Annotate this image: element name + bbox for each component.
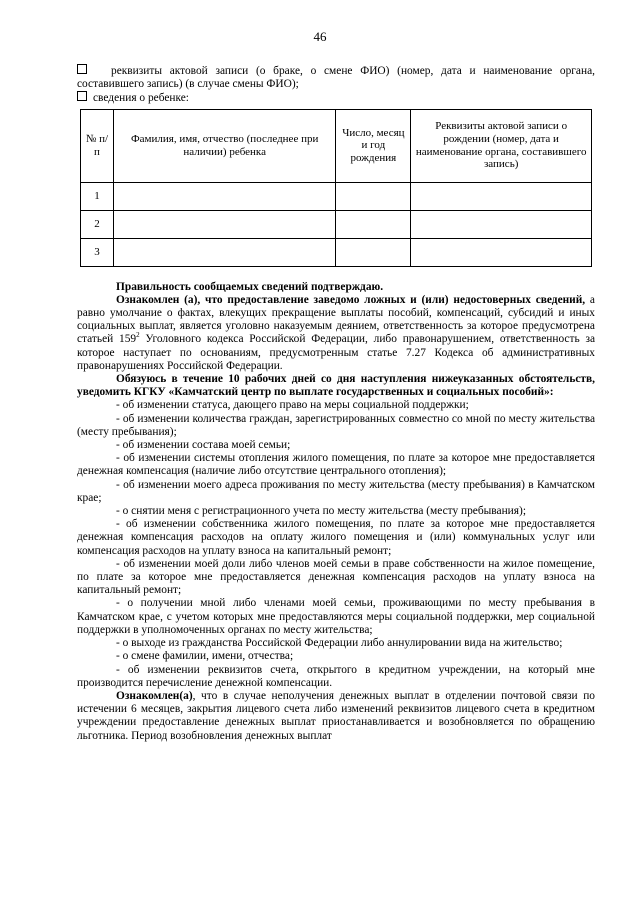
article-superscript: 2: [136, 331, 140, 340]
checkbox-item-child-info: [77, 91, 595, 105]
page-number: 46: [313, 29, 327, 44]
table-row: [81, 238, 592, 266]
acquainted-liability-text: а равно умолчание о фактах, влекущих прекращение выплаты пособий, компенсаций, субсидий и иных социальных выплат, является уголовно наказуемым деянием, ответственность за которое предусмотрена статьей 159: [77, 293, 595, 346]
cell-birth-record[interactable]: [411, 238, 592, 266]
cell-birth-record[interactable]: [411, 182, 592, 210]
acquainted-postal-paragraph: [77, 690, 595, 743]
obligation-item: - об изменении статуса, дающего право на меры социальной поддержки;: [116, 399, 469, 412]
obligation-item: - об изменении моего адреса проживания по месту жительства (месту пребывания) в Камчатском крае;: [77, 478, 595, 504]
cell-number: 3: [81, 238, 114, 266]
checkbox[interactable]: [77, 64, 87, 74]
header-number: № п/п: [81, 109, 114, 182]
acquainted-liability-bold: Ознакомлен (а), что предоставление заведомо ложных и (или) недостоверных сведений,: [116, 293, 586, 306]
obligation-item: - о выходе из гражданства Российской Федерации либо аннулировании вида на жительство;: [116, 637, 563, 650]
checkbox[interactable]: [77, 91, 87, 101]
obligation-item: - о получении мной либо членами моей семьи, проживающими по месту пребывания в Камчатском крае, с учетом которых мне предоставляются меры социальной поддержки, мер социальной поддержки в уполномоченных органах по месту жительства;: [77, 597, 595, 636]
header-fio: Фамилия, имя, отчество (последнее при наличии) ребенка: [113, 109, 335, 182]
checkbox-label: сведения о ребенке:: [93, 92, 189, 105]
children-table: [80, 109, 592, 267]
checkbox-item-marriage-record: [77, 64, 595, 91]
obligation-item: - о снятии меня с регистрационного учета по месту жительства (месту пребывания);: [116, 505, 526, 518]
table-header-row: [81, 109, 592, 182]
header-birth-record: Реквизиты актовой записи о рождении (номер, дата и наименование органа, составившего запись): [411, 109, 592, 182]
acquainted-postal-bold: Ознакомлен(а): [116, 689, 193, 702]
document-body: [77, 64, 595, 743]
cell-number: 1: [81, 182, 114, 210]
cell-birth-date[interactable]: [336, 182, 411, 210]
acquainted-postal-text: , что в случае неполучения денежных выплат в отделении почтовой связи по истечении 6 месяцев, закрытия лицевого счета либо изменений реквизитов лицевого счета в кредитном учреждении предоставление денежных выплат приостанавливается и возобновляется по обращению льготника. Период возобновления денежных выплат: [77, 689, 595, 742]
confirmation-statement: Правильность сообщаемых сведений подтверждаю.: [116, 280, 384, 293]
obligation-item: - об изменении моей доли либо членов моей семьи в праве собственности на жилое помещение, по плате за которое мне предоставляется денежная компенсация расходов на уплату взноса на капитальный ремонт;: [77, 557, 595, 597]
obligation-item: - об изменении системы отопления жилого помещения, по плате за которое мне предоставляется денежная компенсация (наличие либо отсутствие центрального отопления);: [77, 452, 595, 478]
cell-number: 2: [81, 210, 114, 238]
checkbox-label: реквизиты актовой записи (о браке, о смене ФИО) (номер, дата и наименование органа, составившего запись) (в случае смены ФИО);: [77, 65, 595, 91]
obligation-item: - об изменении собственника жилого помещения, по плате за которое мне предоставляется денежная компенсация расходов на оплату жилого помещения и (или) коммунальных услуг или компенсация расходов на уплату взноса на капитальный ремонт;: [77, 518, 595, 557]
obligation-item: - об изменении реквизитов счета, открытого в кредитном учреждении, на который мне производится перечисление денежной компенсации.: [77, 663, 595, 689]
acquainted-liability-paragraph: [77, 294, 595, 373]
obligation-item: - о смене фамилии, имени, отчества;: [116, 650, 294, 663]
cell-birth-date[interactable]: [336, 210, 411, 238]
table-row: [81, 210, 592, 238]
acquainted-liability-text-cont: Уголовного кодекса Российской Федерации, либо правонарушением, ответственность за которое наступает по основаниям, предусмотренным статье 7.27 Кодекса об административных правонарушениях Российской Федерации.: [77, 333, 595, 372]
cell-fio[interactable]: [113, 182, 335, 210]
cell-fio[interactable]: [113, 238, 335, 266]
obligation-item: - об изменении количества граждан, зарегистрированных совместно со мной по месту жительства (месту пребывания);: [77, 412, 595, 438]
cell-birth-record[interactable]: [411, 210, 592, 238]
cell-birth-date[interactable]: [336, 238, 411, 266]
cell-fio[interactable]: [113, 210, 335, 238]
table-row: [81, 182, 592, 210]
obligation-heading: Обязуюсь в течение 10 рабочих дней со дня наступления нижеуказанных обстоятельств, уведомить КГКУ «Камчатский центр по выплате государственных и социальных пособий»:: [77, 373, 595, 399]
obligation-item: - об изменении состава моей семьи;: [116, 439, 291, 452]
header-birth-date: Число, месяц и год рождения: [336, 109, 411, 182]
